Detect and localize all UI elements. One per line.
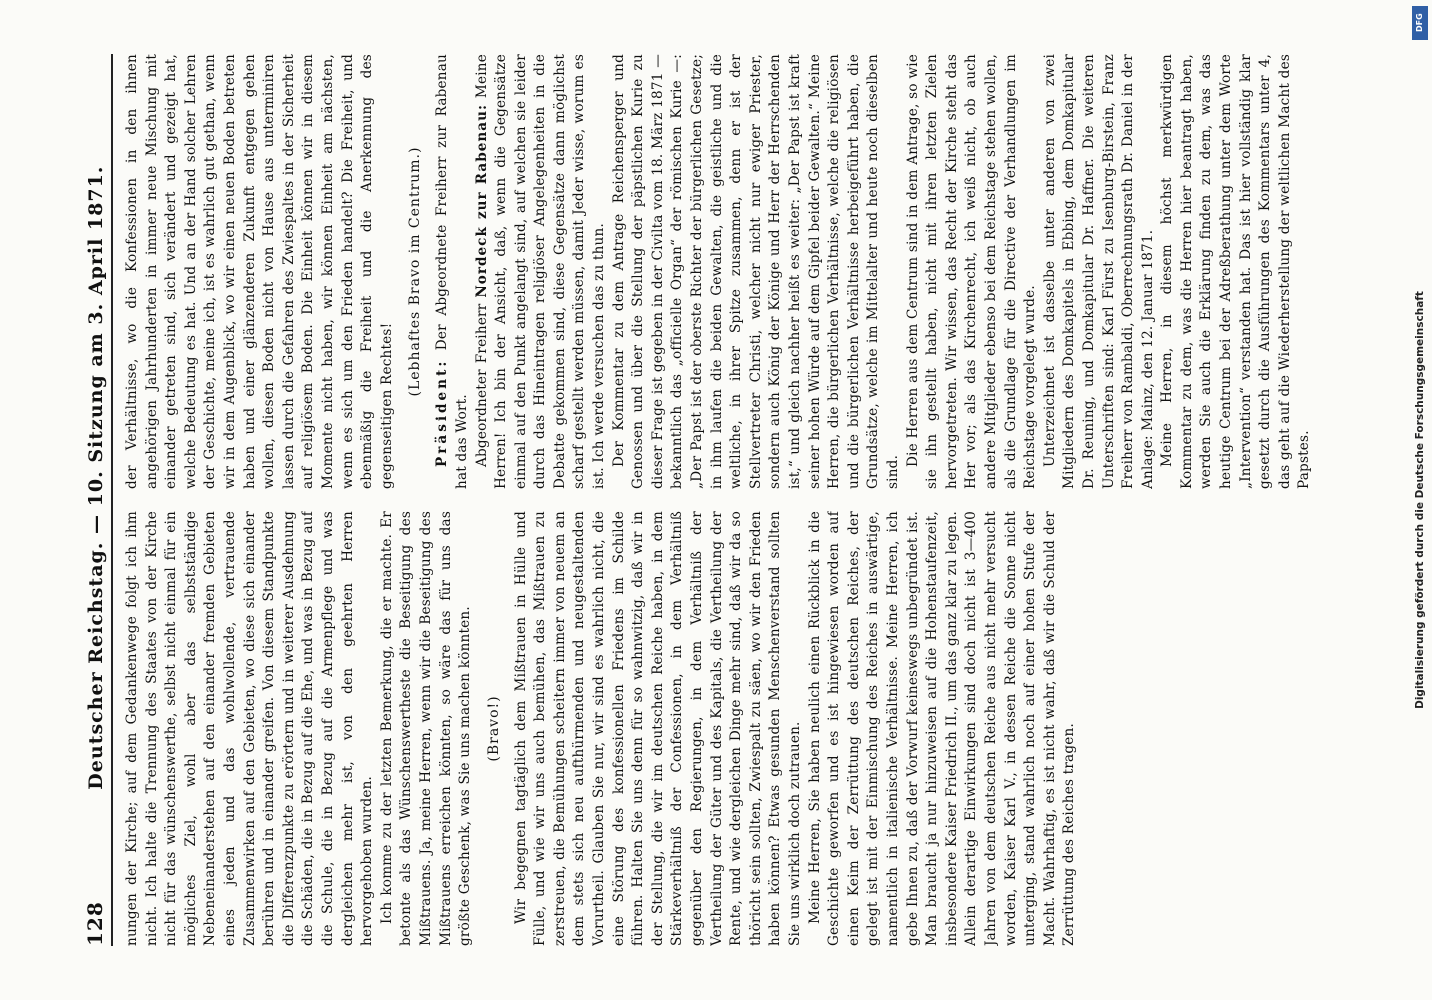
right-column [123, 54, 1313, 489]
page-number: 128 [83, 901, 107, 946]
left-paragraph-1: nungen der Kirche; auf dem Gedankenwege folgt ich ihm nicht. Ich halte die Trennung des Staates von der Kirche nicht für das wünschenswerthe, selbst nicht einmal für ein mögliches Ziel, wohl aber das selbstständige Nebeneinanderstehen auf den einander fremden Gebieten eines jeden und das wohlwollende, vertrauende Zusammenwirken auf den Gebieten, wo diese sich einander berühren und in einander greifen. Von diesem Standpunkte die Differenzpunkte zu erörtern und in weiterer Ausdehnung die Schäden, die in Bezug auf die Ehe, und was in Bezug auf die Schule, die in Bezug auf die Armenpflege und was dergleichen mehr ist, von den geehrten Herren hervorgehoben wurden. [124, 511, 376, 946]
applause-note: (Bravo!) [485, 695, 502, 762]
right-paragraph-2: Der Kommentar zu dem Antrage Reichensperger und Genossen und über die Stellung der päpstlichen Kurie zu dieser Frage ist gegeben in der Civilta vom 18. März 1871 — bekanntlich das „officielle Organ“ der römischen Kurie —: „Der Papst ist der oberste Richter der bürgerlichen Gesetze; in ihm laufen die beiden Gewalten, die geistliche und die weltliche, in ihrer Spitze zusammen, denn er ist der Stellvertreter Christi, welcher nicht nur ewiger Priester, sondern auch König der Könige und Herr der Herrschenden ist,“ und gleich nachher heißt es weiter: „Der Papst ist kraft seiner hohen Würde auf dem Gipfel beider Gewalten.“ Meine Herren, die bürgerlichen Verhältnisse, welche die religiösen und die bürgerlichen Verhältnisse herbeigeführt haben, die Grundsätze, welche im Mittelalter und heute noch dieselben sind. [610, 54, 901, 489]
speaker-name: Nordeck zur Rabenau: [473, 104, 490, 298]
left-paragraph-3: Wir begegnen tagtäglich dem Mißtrauen in Hülle und Fülle, und wie wir uns auch bemühen, das Mißtrauen zu zerstreuen, die Bemühungen scheitern immer von neuem an dem stets sich neu aufthürmenden und neugestaltenden Vorurtheil. Glauben Sie nur, wir sind es wahrlich nicht, die eine Störung des konfessionellen Friedens im Schilde führen. Halten Sie uns denn für so wahnwitzig, daß wir in der Stellung, die wir im deutschen Reiche haben, in dem Stärkeverhältniß der Confessionen, in dem Verhältniß gegenüber den Regierungen, in dem Verhältniß der Vertheilung der Güter und des Kapitals, die Vertheilung der Rente, und wie dergleichen Dinge mehr sind, daß wir da so thöricht sein sollten, Zwiespalt zu säen, wo wir den Frieden haben können? Etwas gesunden Menschenverstand sollten Sie uns wirklich doch zutrauen. [512, 511, 803, 946]
president-text: Der Abgeordnete Freiherr zur Rabenau hat das Wort. [434, 54, 470, 489]
dfg-logo-icon: DFG [1412, 6, 1428, 40]
right-paragraph-3: Die Herren aus dem Centrum sind in dem Antrage, so wie sie ihn gestellt haben, nicht mit ihren letzten Zielen hervorgetreten. Wir wissen, das Recht der Kirche steht das Her vor; als das Kirchenrecht, ich weiß nicht, ob auch andere Mitglieder ebenso bei dem Reichstage stehen wollen, als die Grundlage für die Directive der Verhandlungen im Reichstage vorgelegt wurde. [904, 54, 1039, 489]
president-label: Präsident: [434, 358, 451, 467]
speaker-intro: Abgeordneter Freiherr [473, 303, 490, 467]
page-header [83, 54, 113, 946]
right-paragraph-1: der Verhältnisse, wo die Konfessionen in den ihnen angehörigen Jahrhunderten in immer neue Mischung mit einander getreten sind, sich verändert und gezeigt hat, welche Bedeutung es hat. Und an der Hand solcher Lehren der Geschichte, meine ich, ist es wahrlich gut gethan, wenn wir in dem Augenblick, wo wir einen neuen Boden betreten haben und einer glänzenderen Zukunft entgegen gehen wollen, diesen Boden nicht von Hause aus unterminiren lassen durch die Gefahren des Zwiespaltes in der Sicherheit auf religiösem Boden. Die Einheit können wir in diesem Momente nicht haben, wir können Einheit am nächsten, wenn es sich um den Frieden handelt? Die Freiheit, und ebenmäßig die Freiheit und die Anerkennung des gegenseitigen Rechtes! [124, 54, 395, 489]
running-head: Deutscher Reichstag. — 10. Sitzung am 3. April 1871. [85, 165, 107, 790]
text-columns [123, 54, 1313, 946]
left-paragraph-2: Ich komme zu der letzten Bemerkung, die er machte. Er betonte als das Wünschenswertheste die Beseitigung des Mißtrauens. Ja, meine Herren, wenn wir die Beseitigung des Mißtrauens erreichen könnten, so wäre das für uns das größte Geschenk, was Sie uns machen könnten. [378, 511, 474, 946]
speaker-statement [473, 54, 610, 489]
speaker-text: Meine Herren! Ich bin der Ansicht, daß, wenn die Gegensätze einmal auf den Punkt angelangt sind, auf welchen sie leider durch das Hineintragen religiöser Angelegenheiten in die Debatte gekommen sind, diese Gegensätze dann möglichst scharf gestellt werden müssen, damit Jeder wisse, worum es ist. Ich werde versuchen das zu thun. [473, 54, 608, 489]
right-paragraph-4: Unterzeichnet ist dasselbe unter anderen von zwei Mitgliedern des Domkapitels in Ebbing, dem Domkapitular Dr. Reuning, und Domkapitular Dr. Haffner. Die weiteren Unterschriften sind: Karl Fürst zu Isenburg-Birstein, Franz Freiherr von Rambaldi, Oberrechnungsrath Dr. Daniel in der Anlage: Mainz, den 12. Januar 1871. [1041, 54, 1156, 489]
reichstag-page [65, 30, 1355, 970]
president-statement [433, 54, 472, 489]
left-column [123, 511, 1313, 946]
applause-note-centre: (Lebhaftes Bravo im Centrum.) [407, 146, 424, 397]
left-paragraph-4: Meine Herren, Sie haben neulich einen Rückblick in die Geschichte geworfen und es ist hingewiesen worden auf einen Keim der Zerrüttung des deutschen Reiches, der gelegt ist mit der Einmischung des Reiches in auswärtige, namentlich in italienische Verhältnisse. Meine Herren, ich gebe Ihnen zu, daß der Vorwurf keineswegs unbegründet ist. Man braucht ja nur hinzuweisen auf die Hohenstaufenzeit, insbesondere Kaiser Friedrich II., um das ganz klar zu legen. Allein derartige Einwirkungen sind doch nicht ist 3—400 Jahren von dem deutschen Reiche aus nicht mehr versucht worden, Kaiser Karl V., in dessen Reiche die Sonne nicht unterging, stand wahrlich noch auf einer hohen Stufe der Macht. Wahrhaftig, es ist nicht wahr, daß wir die Schuld der Zerrüttung des Reiches tragen. [806, 511, 1078, 946]
digitization-credit: Digitalisierung gefördert durch die Deutsche Forschungsgemeinschaft [1414, 291, 1426, 709]
right-paragraph-5: Meine Herren, in diesem höchst merkwürdigen Kommentar zu dem, was die Herren hier beantragt haben, werden Sie auch die Erklärung finden zu dem, was das heutige Centrum bei der Adreßberathung unter dem Worte „Intervention“ verstanden hat. Das ist hier vollständig klar gesetzt durch die Ausführungen des Kommentars unter 4, das geht auf die Wiederherstellung der weltlichen Macht des Papstes. [1159, 54, 1313, 489]
